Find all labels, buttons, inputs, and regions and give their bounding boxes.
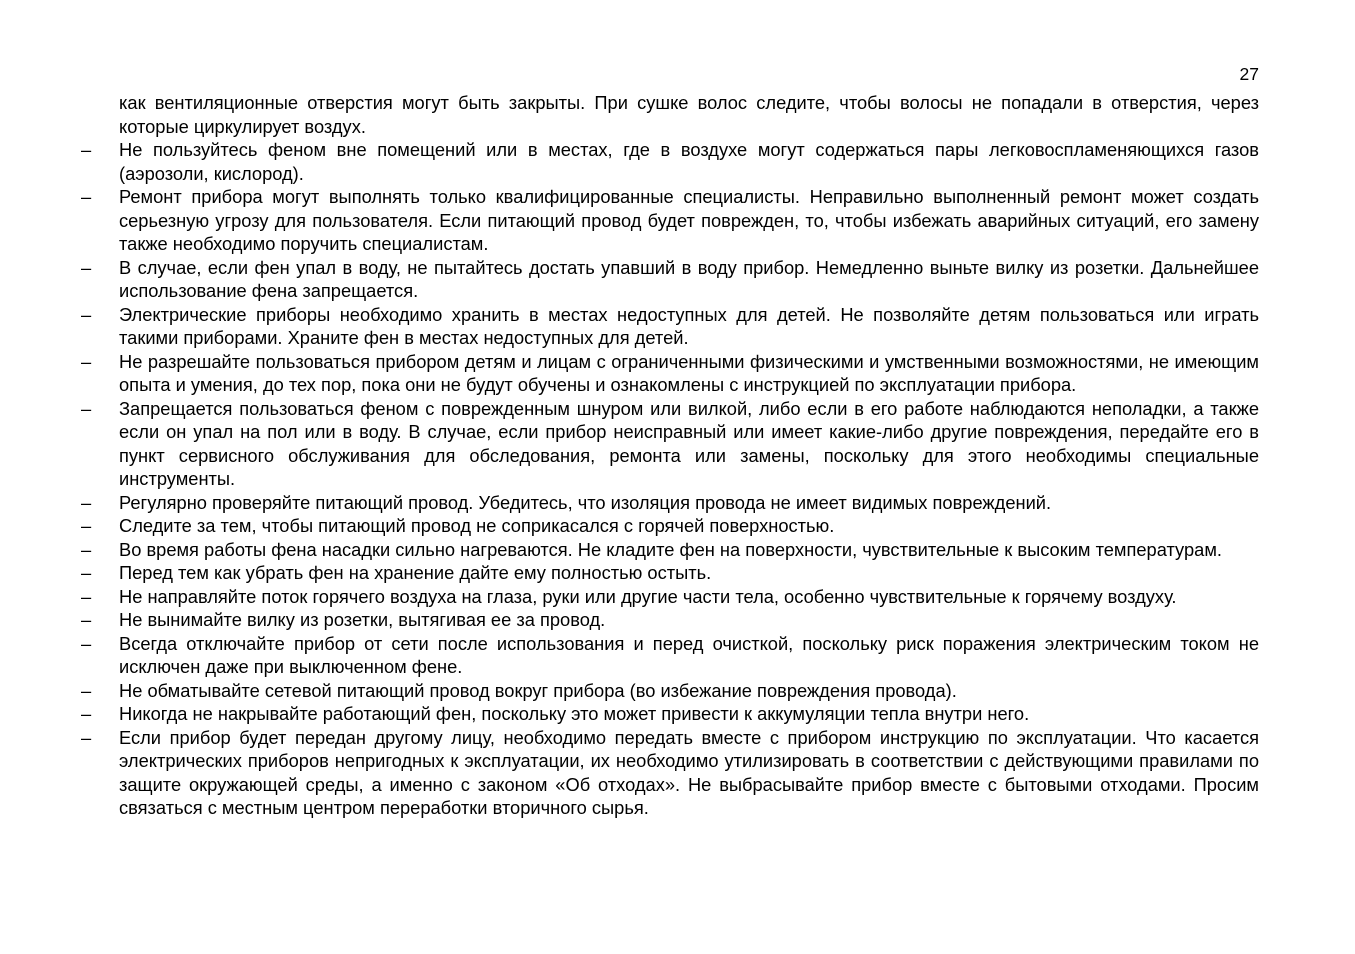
bullet-dash: –	[81, 703, 92, 724]
bullet-dash: –	[81, 139, 92, 160]
list-item	[81, 702, 1259, 726]
bullet-dash: –	[81, 350, 92, 372]
list-item-text: Электрические приборы необходимо хранить в местах недоступных для детей. Не позволяйте детям пользоваться или играть такими приборами. Храните фен в местах недоступных для детей.	[119, 303, 1259, 348]
list-item-text: Во время работы фена насадки сильно нагреваются. Не кладите фен на поверхности, чувствительные к высоким температурам.	[119, 538, 1222, 560]
list-item	[81, 514, 1259, 538]
list-item	[81, 397, 1259, 491]
bullet-list	[81, 138, 1259, 820]
page-number: 27	[1239, 64, 1259, 84]
list-item-text: Не пользуйтесь феном вне помещений или в местах, где в воздухе могут содержаться пары легковоспламеняющихся газов (аэрозоли, кислород).	[119, 139, 1259, 184]
list-item	[81, 632, 1259, 679]
list-item-text: Не разрешайте пользоваться прибором детям и лицам с ограниченными физическими и умственными возможностями, не имеющим опыта и умения, до тех пор, пока они не будут обучены и ознакомлены с инструкцией по эксплуатации прибора.	[119, 350, 1259, 395]
bullet-dash: –	[81, 303, 92, 325]
bullet-dash: –	[81, 632, 92, 654]
bullet-dash: –	[81, 585, 92, 607]
list-item	[81, 491, 1259, 515]
bullet-dash: –	[81, 256, 92, 278]
list-item	[81, 185, 1259, 256]
bullet-dash: –	[81, 491, 92, 513]
list-item	[81, 585, 1259, 609]
bullet-dash: –	[81, 397, 92, 419]
bullet-dash: –	[81, 538, 92, 560]
list-item-text: В случае, если фен упал в воду, не пытайтесь достать упавший в воду прибор. Немедленно выньте вилку из розетки. Дальнейшее использование фена запрещается.	[119, 256, 1259, 301]
bullet-dash: –	[81, 609, 92, 630]
list-item	[81, 561, 1259, 585]
list-item	[81, 726, 1259, 820]
bullet-dash: –	[81, 515, 92, 536]
safety-instructions	[81, 91, 1259, 820]
list-item-text: Регулярно проверяйте питающий провод. Убедитесь, что изоляция провода не имеет видимых повреждений.	[119, 491, 1052, 513]
list-item	[81, 303, 1259, 350]
list-item-text: Ремонт прибора могут выполнять только квалифицированные специалисты. Неправильно выполненный ремонт может создать серьезную угрозу для пользователя. Если питающий провод будет поврежден, то, чтобы избежать аварийных ситуаций, его замену также необходимо поручить специалистам.	[119, 186, 1259, 254]
list-item-text: Запрещается пользоваться феном с поврежденным шнуром или вилкой, либо если в его работе наблюдаются неполадки, а также если он упал на пол или в воду. В случае, если прибор неисправный или имеет какие-либо другие повреждения, передайте его в пункт сервисного обслуживания для обследования, ремонта или замены, поскольку для этого необходимы специальные инструменты.	[119, 397, 1259, 489]
bullet-dash: –	[81, 186, 92, 207]
list-item-text: Всегда отключайте прибор от сети после использования и перед очисткой, поскольку риск поражения электрическим током не исключен даже при выключенном фене.	[119, 632, 1259, 677]
list-item-text: Следите за тем, чтобы питающий провод не соприкасался с горячей поверхностью.	[119, 515, 835, 536]
list-item-text: Не направляйте поток горячего воздуха на глаза, руки или другие части тела, особенно чувствительные к горячему воздуху.	[119, 585, 1177, 607]
list-item	[81, 608, 1259, 632]
list-item	[81, 256, 1259, 303]
list-item	[81, 138, 1259, 185]
list-item	[81, 350, 1259, 397]
bullet-dash: –	[81, 562, 92, 583]
list-item	[81, 538, 1259, 562]
list-item-text: Если прибор будет передан другому лицу, необходимо передать вместе с прибором инструкцию по эксплуатации. Что касается электрических приборов непригодных к эксплуатации, их необходимо утилизировать в соответствии с действующими правилами по защите окружающей среды, а именно с законом «Об отходах». Не выбрасывайте прибор вместе с бытовыми отходами. Просим связаться с местным центром переработки вторичного сырья.	[119, 726, 1259, 818]
bullet-dash: –	[81, 679, 92, 701]
list-item-text: Не вынимайте вилку из розетки, вытягивая ее за провод.	[119, 609, 606, 630]
list-item-text: Никогда не накрывайте работающий фен, поскольку это может привести к аккумуляции тепла внутри него.	[119, 703, 1030, 724]
list-item-text: Не обматывайте сетевой питающий провод вокруг прибора (во избежание повреждения провода).	[119, 679, 957, 701]
list-item	[81, 679, 1259, 703]
list-item-text: Перед тем как убрать фен на хранение дайте ему полностью остыть.	[119, 562, 712, 583]
bullet-dash: –	[81, 726, 92, 748]
continuation-paragraph: как вентиляционные отверстия могут быть закрыты. При сушке волос следите, чтобы волосы не попадали в отверстия, через которые циркулирует воздух.	[119, 92, 1259, 137]
